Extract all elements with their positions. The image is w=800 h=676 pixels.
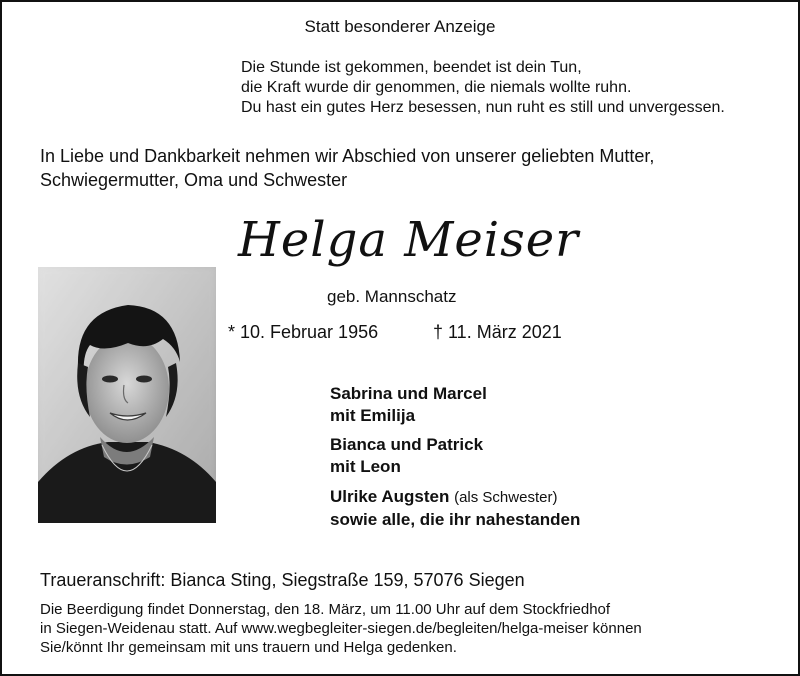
notice-header: Statt besonderer Anzeige: [304, 17, 496, 36]
funeral-line: Sie/könnt Ihr gemeinsam mit uns trauern und Helga gedenken.: [40, 639, 457, 656]
mourner-children: mit Leon: [330, 457, 401, 476]
memorial-poem: [241, 58, 725, 118]
mourner-names: Sabrina und Marcel: [330, 384, 487, 403]
funeral-line: in Siegen-Weidenau statt. Auf www.wegbegleiter-siegen.de/begleiten/helga-meiser können: [40, 620, 642, 637]
mourning-address: Traueranschrift: Bianca Sting, Siegstraße 159, 57076 Siegen: [40, 570, 525, 590]
funeral-info: [40, 600, 642, 657]
deceased-name: Helga Meiser: [238, 212, 580, 268]
mourner-group: [330, 486, 580, 531]
maiden-name: geb. Mannschatz: [327, 287, 457, 306]
birth-date: * 10. Februar 1956: [228, 322, 379, 342]
intro-text: [40, 144, 654, 192]
intro-line: Schwiegermutter, Oma und Schwester: [40, 170, 348, 190]
death-date: † 11. März 2021: [433, 322, 562, 342]
mourner-children: mit Emilija: [330, 406, 416, 425]
portrait-photo: [38, 267, 216, 523]
poem-line: Die Stunde ist gekommen, beendet ist dein Tun,: [241, 59, 582, 76]
poem-line: Du hast ein gutes Herz besessen, nun ruht es still und unvergessen.: [241, 99, 725, 116]
mourner-names: Bianca und Patrick: [330, 435, 484, 454]
intro-line: In Liebe und Dankbarkeit nehmen wir Abschied von unserer geliebten Mutter,: [40, 146, 655, 166]
sibling-line: [330, 486, 580, 509]
poem-line: die Kraft wurde dir genommen, die niemals wollte ruhn.: [241, 79, 632, 96]
mourner-group: [330, 383, 487, 427]
funeral-line: Die Beerdigung findet Donnerstag, den 18. März, um 11.00 Uhr auf dem Stockfriedhof: [40, 601, 611, 618]
mourner-group: [330, 434, 483, 478]
sibling-name: Ulrike Augsten: [330, 487, 450, 506]
closing-line: sowie alle, die ihr nahestanden: [330, 510, 581, 529]
sibling-note: (als Schwester): [454, 489, 558, 506]
